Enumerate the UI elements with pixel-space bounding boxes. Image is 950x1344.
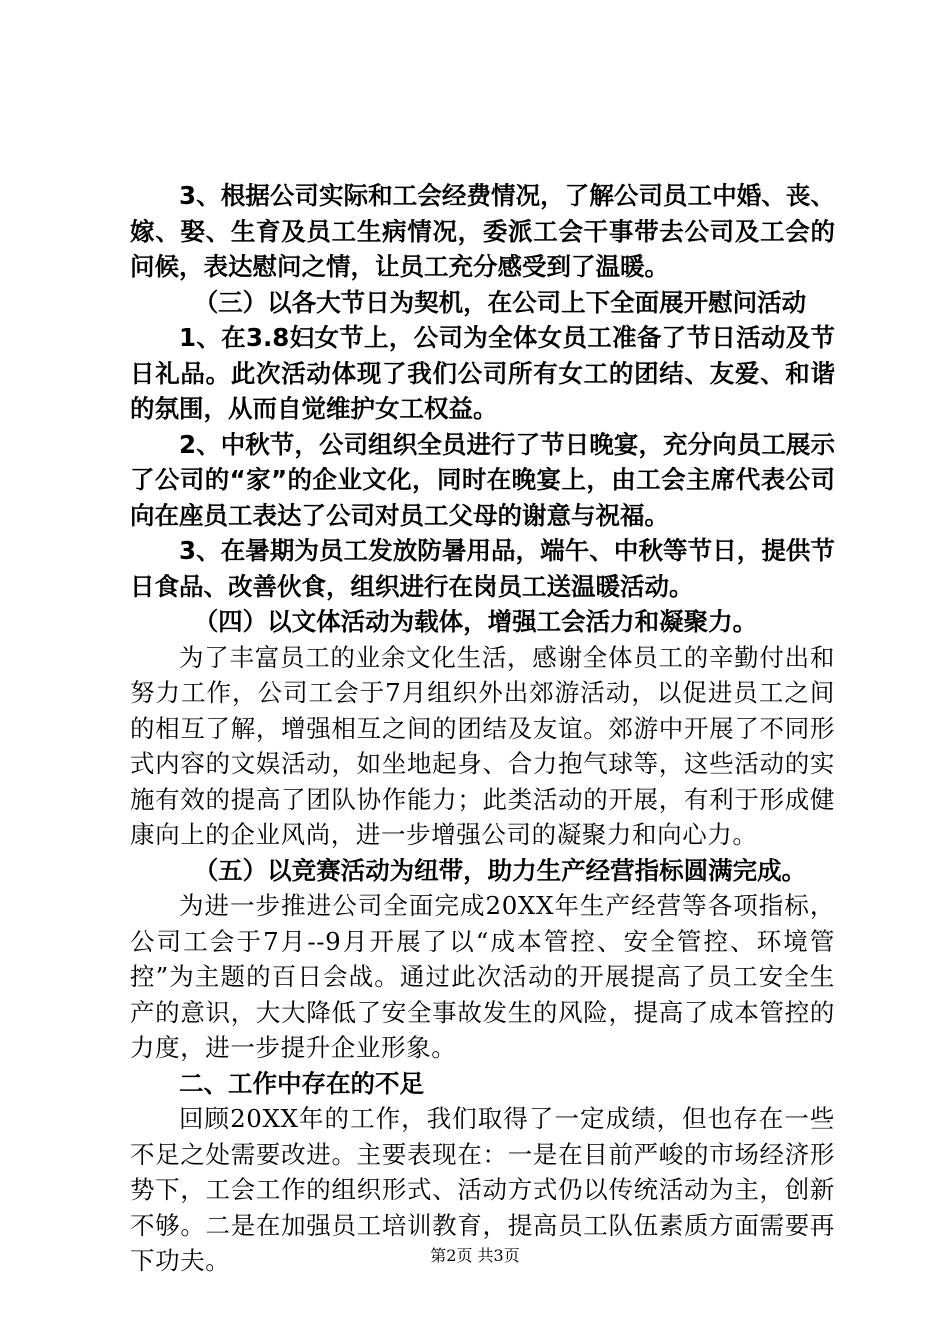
paragraph-mid-autumn: 2、中秋节，公司组织全员进行了节日晚宴，充分向员工展示了公司的“家”的企业文化，同时在晚宴上，由工会主席代表公司向在座员工表达了公司对员工父母的谢意与祝福。 bbox=[130, 429, 835, 530]
paragraph-womens-day: 1、在3.8妇女节上，公司为全体女员工准备了节日活动及节日礼品。此次活动体现了我们公司所有女工的团结、友爱、和谐的氛围，从而自觉维护女工权益。 bbox=[130, 323, 835, 423]
document-body bbox=[130, 178, 835, 1279]
section-heading-5: （五）以竞赛活动为纽带，助力生产经营指标圆满完成。 bbox=[193, 855, 807, 885]
paragraph-review: 回顾20XX年的工作，我们取得了一定成绩，但也存在一些不足之处需要改进。主要表现在：一是在目前严峻的市场经济形势下，工会工作的组织形式、活动方式仍以传统活动为主，创新不够。二是在加强员工培训教育，提高员工队伍素质方面需要再下功夫。 bbox=[130, 1104, 835, 1275]
section-heading-shortcomings: 二、工作中存在的不足 bbox=[179, 1068, 424, 1098]
section-heading-3: （三）以各大节日为契机，在公司上下全面展开慰问活动 bbox=[193, 287, 807, 317]
paragraph-competition: 为进一步推进公司全面完成20XX年生产经营等各项指标，公司工会于7月--9月开展了以“成本管控、安全管控、环境管控”为主题的百日会战。通过此次活动的开展提高了员工安全生产的意识，大大降低了安全事故发生的风险，提高了成本管控的力度，进一步提升企业形象。 bbox=[130, 891, 835, 1062]
page-footer: 第2页 共3页 bbox=[430, 1246, 520, 1265]
paragraph-condolence-visits: 3、根据公司实际和工会经费情况，了解公司员工中婚、丧、嫁、娶、生育及员工生病情况，委派工会干事带去公司及工会的问候，表达慰问之情，让员工充分感受到了温暖。 bbox=[130, 181, 835, 281]
paragraph-summer-benefits: 3、在暑期为员工发放防暑用品，端午、中秋等节日，提供节日食品、改善伙食，组织进行在岗员工送温暖活动。 bbox=[130, 536, 835, 601]
paragraph-outing: 为了丰富员工的业余文化生活，感谢全体员工的辛勤付出和努力工作，公司工会于7月组织外出郊游活动，以促进员工之间的相互了解，增强相互之间的团结及友谊。郊游中开展了不同形式内容的文娱活动，如坐地起身、合力抱气球等，这些活动的实施有效的提高了团队协作能力；此类活动的开展，有利于形成健康向上的企业风尚，进一步增强公司的凝聚力和向心力。 bbox=[130, 642, 835, 849]
section-heading-4: （四）以文体活动为载体，增强工会活力和凝聚力。 bbox=[193, 607, 758, 636]
